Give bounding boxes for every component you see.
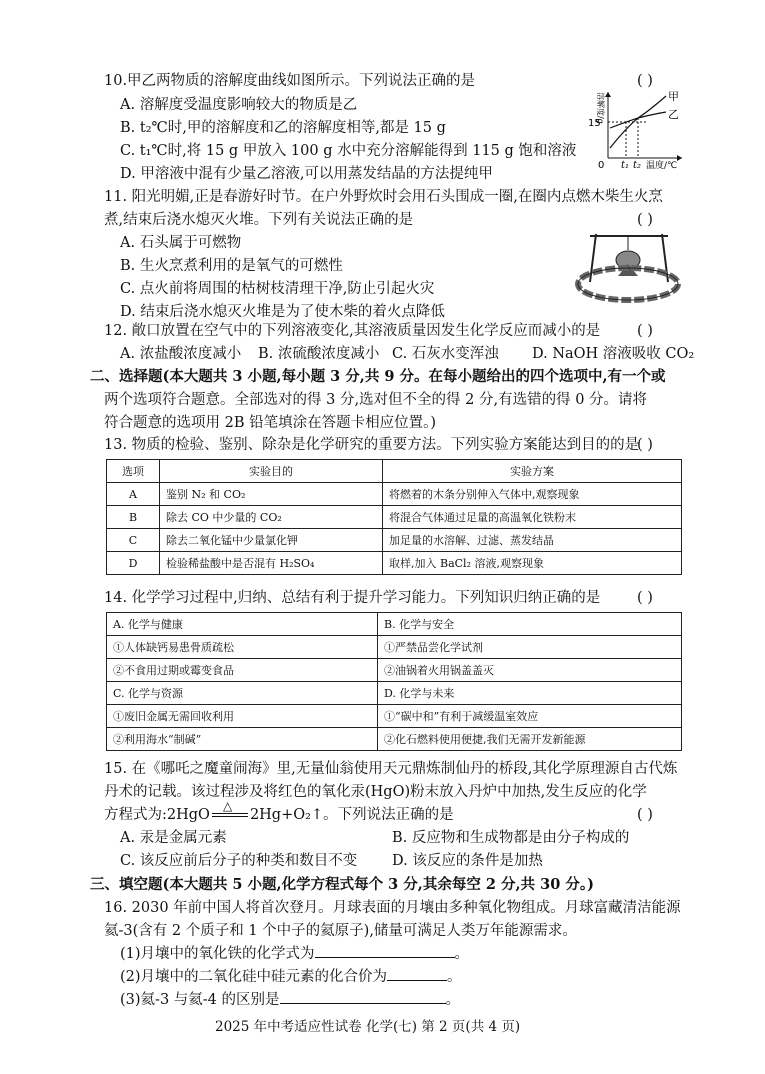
- q11-stem-line2: 煮,结束后浇水熄灭火堆。下列有关说法正确的是: [104, 212, 414, 228]
- page-footer: 2025 年中考适应性试卷 化学(七) 第 2 页(共 4 页): [215, 1019, 521, 1035]
- table-row: [107, 728, 682, 751]
- q14-answer-paren: ( ): [637, 590, 653, 606]
- q13-table: [106, 459, 682, 575]
- table-header-cell: 实验方案: [383, 460, 682, 483]
- q12-answer-paren: ( ): [637, 323, 653, 339]
- reaction-arrow: [210, 799, 250, 824]
- q15-option-d: D. 该反应的条件是加热: [392, 853, 543, 869]
- q15-option-b: B. 反应物和生成物都是由分子构成的: [392, 830, 630, 846]
- table-row: [107, 460, 682, 483]
- q11-option-a: A. 石头属于可燃物: [120, 235, 242, 251]
- table-cell: ①人体缺钙易患骨质疏松: [107, 636, 378, 659]
- q11-stem-line1: 11. 阳光明媚,正是春游好时节。在户外野炊时会用石头围成一圈,在圈内点燃木柴生火烹: [104, 189, 663, 205]
- section2-header-line3: 符合题意的选项用 2B 铅笔填涂在答题卡相应位置。): [104, 415, 437, 431]
- table-cell: ①“碳中和”有利于减缓温室效应: [378, 705, 682, 728]
- table-cell: 鉴别 N₂ 和 CO₂: [160, 483, 383, 506]
- q16-stem-line1: 16. 2030 年前中国人将首次登月。月球表面的月壤由多种氧化物组成。月球富藏清洁能源: [104, 900, 681, 916]
- table-row: [107, 506, 682, 529]
- table-cell: D: [107, 552, 160, 575]
- table-row: [107, 483, 682, 506]
- origin-label: 0: [598, 160, 605, 170]
- jia-label: 甲: [668, 90, 679, 103]
- q11-option-d: D. 结束后浇水熄灭火堆是为了使木柴的着火点降低: [120, 304, 445, 320]
- solubility-curve-figure: [586, 88, 686, 170]
- q10-option-d: D. 甲溶液中混有少量乙溶液,可以用蒸发结晶的方法提纯甲: [120, 166, 493, 182]
- y-axis-label: 溶解度/g: [596, 92, 605, 124]
- table-cell: 加足量的水溶解、过滤、蒸发结晶: [383, 529, 682, 552]
- table-cell: 取样,加入 BaCl₂ 溶液,观察现象: [383, 552, 682, 575]
- q16-sub1: [120, 945, 469, 963]
- q16-sub1-text: (1)月壤中的氧化铁的化学式为: [120, 946, 315, 962]
- table-cell: ②化石燃料使用便捷,我们无需开发新能源: [378, 728, 682, 751]
- q14-stem: 14. 化学学习过程中,归纳、总结有利于提升学习能力。下列知识归纳正确的是: [104, 590, 601, 606]
- q16-sub3-text: (3)氦-3 与氦-4 的区别是: [120, 992, 280, 1008]
- q15-option-a: A. 汞是金属元素: [120, 830, 227, 846]
- answer-blank[interactable]: [387, 980, 447, 981]
- table-cell: C: [107, 529, 160, 552]
- q12-option-c: C. 石灰水变浑浊: [392, 346, 499, 362]
- table-cell: C. 化学与资源: [107, 682, 378, 705]
- t1-label: t₁: [621, 160, 630, 170]
- sentence-end: 。: [454, 946, 470, 962]
- campfire-illustration: [572, 228, 684, 308]
- q12-option-b: B. 浓硫酸浓度减小: [258, 346, 380, 362]
- q16-sub2: [120, 968, 462, 986]
- table-row: [107, 659, 682, 682]
- q10-option-c: C. t₁℃时,将 15 g 甲放入 100 g 水中充分溶解能得到 115 g 饱和溶液: [120, 143, 577, 159]
- q12-option-d: D. NaOH 溶液吸收 CO₂: [532, 346, 695, 362]
- q10-answer-paren: ( ): [637, 73, 653, 89]
- table-cell: 除去二氧化锰中少量氯化钾: [160, 529, 383, 552]
- answer-blank[interactable]: [280, 1003, 446, 1004]
- q12-option-a: A. 浓盐酸浓度减小: [120, 346, 242, 362]
- table-header-cell: 选项: [107, 460, 160, 483]
- table-cell: 检验稀盐酸中是否混有 H₂SO₄: [160, 552, 383, 575]
- section2-header-line1: 二、选择题(本大题共 3 小题,每小题 3 分,共 9 分。在每小题给出的四个选项中,有一个或: [90, 368, 666, 385]
- table-header-cell: 实验目的: [160, 460, 383, 483]
- table-cell: B. 化学与安全: [378, 613, 682, 636]
- sentence-end: 。: [447, 969, 462, 985]
- yi-label: 乙: [668, 108, 679, 121]
- equation-left: 方程式为:2HgO: [104, 807, 210, 823]
- table-row: [107, 682, 682, 705]
- q16-sub2-text: (2)月壤中的二氧化硅中硅元素的化合价为: [120, 969, 388, 985]
- t2-label: t₂: [633, 160, 642, 170]
- q11-answer-paren: ( ): [637, 212, 653, 228]
- q10-option-b: B. t₂℃时,甲的溶解度和乙的溶解度相等,都是 15 g: [120, 120, 446, 136]
- sentence-end: 。: [445, 992, 461, 1008]
- table-cell: ②利用海水“制碱”: [107, 728, 378, 751]
- table-row: [107, 705, 682, 728]
- table-cell: 除去 CO 中少量的 CO₂: [160, 506, 383, 529]
- table-cell: 将混合气体通过足量的高温氧化铁粉末: [383, 506, 682, 529]
- section2-header-line2: 两个选项符合题意。全部选对的得 3 分,选对但不全的得 2 分,有选错的得 0 分。请将: [104, 392, 648, 408]
- q11-option-b: B. 生火烹煮利用的是氧气的可燃性: [120, 258, 343, 274]
- q10-stem: 10.甲乙两物质的溶解度曲线如图所示。下列说法正确的是: [104, 73, 476, 89]
- section3-header: 三、填空题(本大题共 5 小题,化学方程式每个 3 分,其余每空 2 分,共 30 分。): [90, 876, 594, 893]
- y15-label: 15: [588, 118, 601, 129]
- q15-option-c: C. 该反应前后分子的种类和数目不变: [120, 853, 358, 869]
- q16-sub3: [120, 991, 460, 1009]
- table-cell: 将燃着的木条分别伸入气体中,观察现象: [383, 483, 682, 506]
- q15-stem-line2: 丹术的记载。该过程涉及将红色的氧化汞(HgO)粉末放入丹炉中加热,发生反应的化学: [104, 784, 647, 800]
- table-row: [107, 529, 682, 552]
- table-cell: ②油锅着火用锅盖盖灭: [378, 659, 682, 682]
- q12-stem: 12. 敞口放置在空气中的下列溶液变化,其溶液质量因发生化学反应而减小的是: [104, 323, 601, 339]
- q11-option-c: C. 点火前将周围的枯树枝清理干净,防止引起火灾: [120, 281, 435, 297]
- table-cell: B: [107, 506, 160, 529]
- q15-equation-line: [104, 799, 454, 824]
- q14-table: [106, 612, 682, 751]
- table-row: [107, 552, 682, 575]
- q13-stem: 13. 物质的检验、鉴别、除杂是化学研究的重要方法。下列实验方案能达到目的的是: [104, 437, 640, 453]
- table-row: [107, 636, 682, 659]
- table-cell: A: [107, 483, 160, 506]
- answer-blank[interactable]: [315, 957, 455, 958]
- q16-stem-line2: 氦-3(含有 2 个质子和 1 个中子的氦原子),储量可满足人类万年能源需求。: [104, 923, 577, 939]
- equation-right: 2Hg+O₂↑。下列说法正确的是: [249, 807, 454, 823]
- heat-condition-icon: △: [222, 799, 233, 813]
- table-cell: ①废旧金属无需回收利用: [107, 705, 378, 728]
- q13-answer-paren: ( ): [637, 437, 653, 453]
- table-cell: D. 化学与未来: [378, 682, 682, 705]
- q10-option-a: A. 溶解度受温度影响较大的物质是乙: [120, 97, 358, 113]
- table-cell: ②不食用过期或霉变食品: [107, 659, 378, 682]
- table-cell: ①严禁品尝化学试剂: [378, 636, 682, 659]
- table-row: [107, 613, 682, 636]
- q15-stem-line1: 15. 在《哪吒之魔童闹海》里,无量仙翁使用天元鼎炼制仙丹的桥段,其化学原理源自古代炼: [104, 761, 678, 777]
- q15-answer-paren: ( ): [637, 807, 653, 823]
- x-axis-label: 温度/℃: [646, 161, 678, 170]
- table-cell: A. 化学与健康: [107, 613, 378, 636]
